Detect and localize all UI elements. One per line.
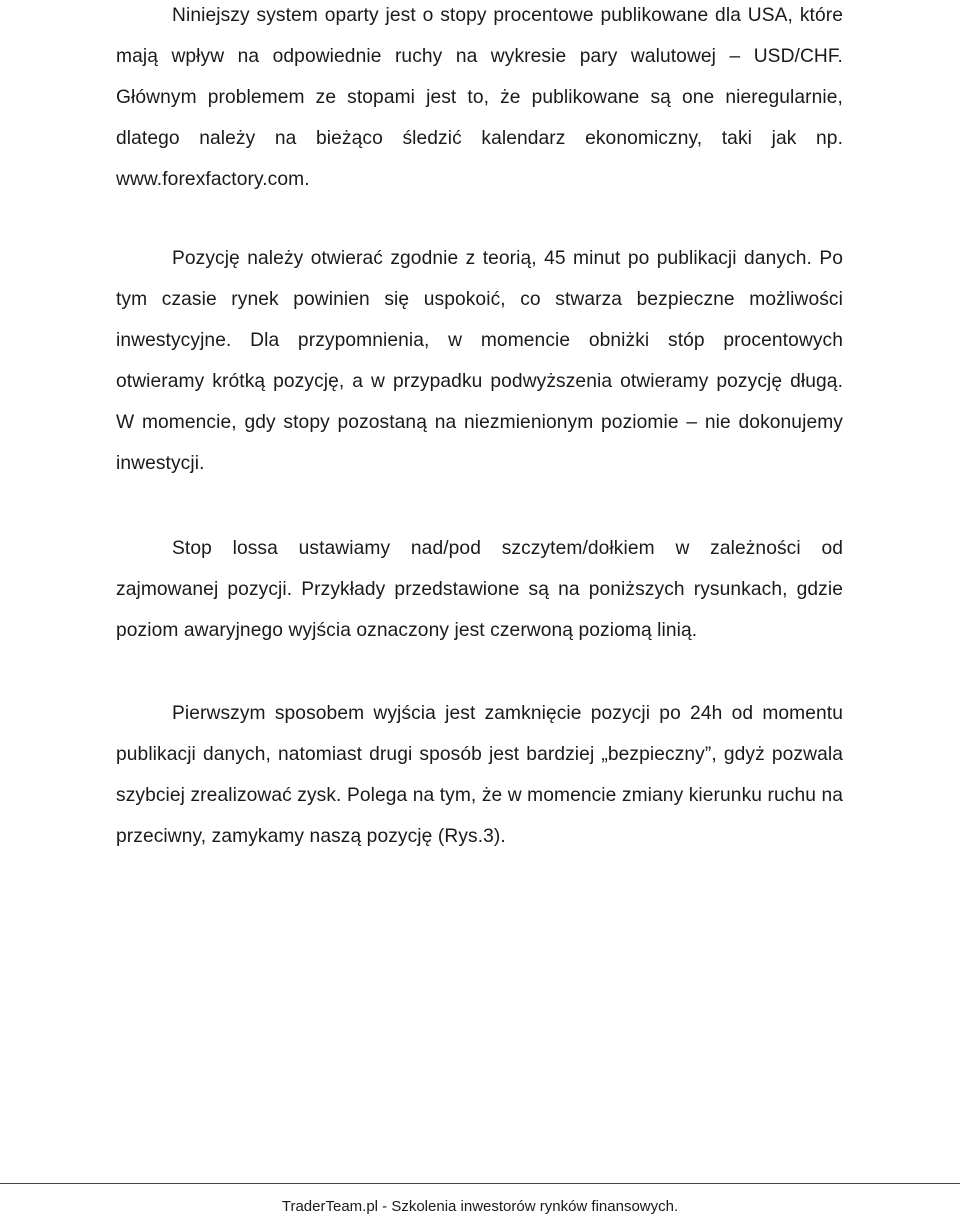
footer-divider: [0, 1183, 960, 1184]
paragraph-interest-rates-intro: Niniejszy system oparty jest o stopy procentowe publikowane dla USA, które mają wpływ na odpowiednie ruchy na wykresie pary walutowej – USD/CHF. Głównym problemem ze stopami jest to, że publikowane są one nieregularnie, dlatego należy na bieżąco śledzić kalendarz ekonomiczny, taki jak np. www.forexfactory.com.: [116, 5, 843, 190]
paragraph-opening-position: Pozycję należy otwierać zgodnie z teorią, 45 minut po publikacji danych. Po tym czasie rynek powinien się uspokoić, co stwarza bezpieczne możliwości inwestycyjne. Dla przypomnienia, w momencie obniżki stóp procentowych otwieramy krótką pozycję, a w przypadku podwyższenia otwieramy pozycję długą. W momencie, gdy stopy pozostaną na niezmienionym poziomie – nie dokonujemy inwestycji.: [116, 248, 843, 474]
page-footer: TraderTeam.pl - Szkolenia inwestorów rynków finansowych.: [281, 1198, 679, 1215]
paragraph-stop-loss: Stop lossa ustawiamy nad/pod szczytem/dołkiem w zależności od zajmowanej pozycji. Przykłady przedstawione są na poniższych rysunkach, gdzie poziom awaryjnego wyjścia oznaczony jest czerwoną poziomą linią.: [116, 538, 843, 641]
paragraph-exit-methods: Pierwszym sposobem wyjścia jest zamknięcie pozycji po 24h od momentu publikacji danych, natomiast drugi sposób jest bardziej „bezpieczny”, gdyż pozwala szybciej zrealizować zysk. Polega na tym, że w momencie zmiany kierunku ruchu na przeciwny, zamykamy naszą pozycję (Rys.3).: [116, 703, 843, 847]
